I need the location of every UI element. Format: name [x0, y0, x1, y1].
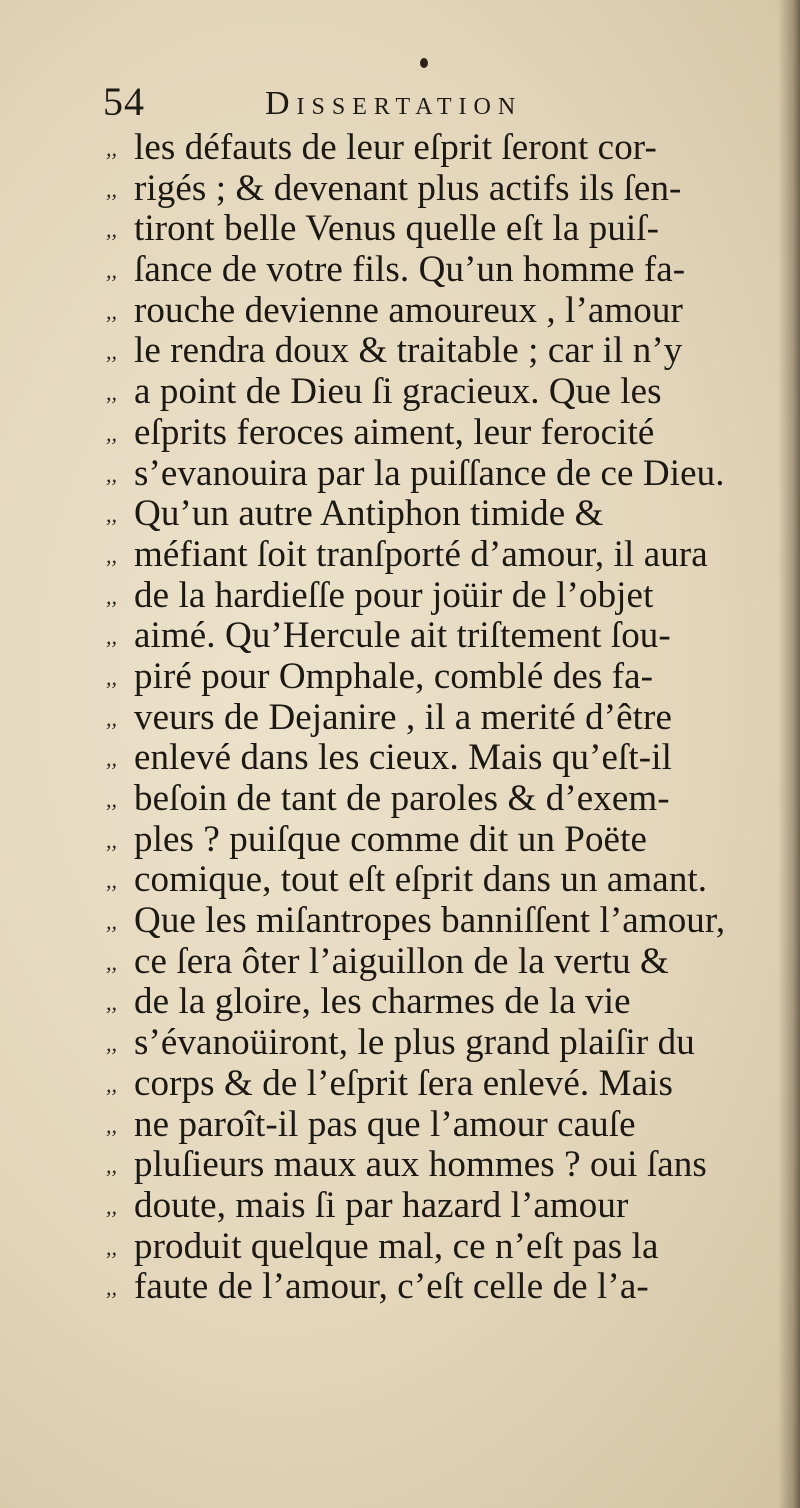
text-line — [106, 698, 790, 739]
quote-mark: ,, — [106, 1153, 117, 1179]
text-line — [106, 657, 790, 698]
running-title: Dissertation — [265, 85, 523, 122]
text-line — [106, 1105, 790, 1146]
page-header — [103, 78, 623, 126]
line-text: tiront belle Venus quelle eſt la puiſ- — [134, 208, 660, 250]
line-text: rouche devienne amoureux , l’amour — [134, 289, 683, 331]
quote-mark: ,, — [106, 298, 117, 324]
line-text: rigés ; & devenant plus actifs ils ſen- — [134, 167, 682, 209]
quote-mark: ,, — [106, 949, 117, 975]
quote-mark: ,, — [106, 420, 117, 446]
text-line — [106, 291, 790, 332]
text-line — [106, 250, 790, 291]
quote-mark: ,, — [106, 502, 117, 528]
quote-mark: ,, — [106, 909, 117, 935]
quote-mark: ,, — [106, 1031, 117, 1057]
ink-mark — [420, 58, 428, 68]
quote-mark: ,, — [106, 461, 117, 487]
line-text: Qu’un autre Antiphon timide & — [134, 493, 604, 535]
line-text: veurs de Dejanire , il a merité d’être — [134, 696, 672, 738]
line-text: ne paroît-il pas que l’amour cauſe — [134, 1103, 636, 1145]
text-line — [106, 413, 790, 454]
quote-mark: ,, — [106, 217, 117, 243]
quote-mark: ,, — [106, 258, 117, 284]
quote-mark: ,, — [106, 990, 117, 1016]
text-line — [106, 576, 790, 617]
body-text — [106, 128, 790, 1308]
text-line — [106, 616, 790, 657]
line-text: produit quelque mal, ce n’eſt pas la — [134, 1225, 659, 1267]
line-text: de la hardieſſe pour joüir de l’objet — [134, 574, 654, 616]
text-line — [106, 209, 790, 250]
line-text: aimé. Qu’Hercule ait triſtement ſou- — [134, 615, 671, 657]
line-text: faute de l’amour, c’eſt celle de l’a- — [134, 1266, 649, 1308]
text-line — [106, 1023, 790, 1064]
text-line — [106, 1064, 790, 1105]
line-text: eſprits feroces aiment, leur ferocité — [134, 411, 655, 453]
line-text: de la gloire, les charmes de la vie — [134, 981, 631, 1023]
text-line — [106, 942, 790, 983]
line-text: méfiant ſoit tranſporté d’amour, il aura — [134, 533, 708, 575]
text-line — [106, 331, 790, 372]
quote-mark: ,, — [106, 787, 117, 812]
page-number: 54 — [103, 79, 145, 124]
text-line — [106, 820, 790, 861]
line-text: les défauts de leur eſprit ſeront cor- — [134, 127, 657, 168]
text-line — [106, 738, 790, 779]
text-line — [106, 494, 790, 535]
text-line — [106, 982, 790, 1023]
quote-mark: ,, — [106, 746, 117, 772]
quote-mark: ,, — [106, 1071, 117, 1097]
line-text: enlevé dans les cieux. Mais qu’eſt-il — [134, 737, 672, 779]
text-line — [106, 1227, 790, 1268]
quote-mark: ,, — [106, 1193, 117, 1219]
quote-mark: ,, — [106, 542, 117, 568]
line-text: doute, mais ſi par hazard l’amour — [134, 1184, 629, 1226]
line-text: beſoin de tant de paroles & d’exem- — [134, 778, 670, 819]
quote-mark: ,, — [106, 705, 117, 731]
line-text: s’évanoüiront, le plus grand plaiſir du — [134, 1022, 695, 1064]
text-line — [106, 1186, 790, 1227]
text-line — [106, 535, 790, 576]
line-text: ples ? puiſque comme dit un Poëte — [134, 818, 647, 860]
text-line — [106, 779, 790, 820]
line-text: ce ſera ôter l’aiguillon de la vertu & — [134, 940, 669, 982]
quote-mark: ,, — [106, 1275, 117, 1301]
line-text: pluſieurs maux aux hommes ? oui ſans — [134, 1144, 707, 1186]
quote-mark: ,, — [106, 1234, 117, 1260]
quote-mark: ,, — [106, 624, 117, 650]
text-line — [106, 454, 790, 495]
line-text: piré pour Omphale, comblé des fa- — [134, 655, 654, 697]
quote-mark: ,, — [106, 827, 117, 853]
line-text: corps & de l’eſprit ſera enlevé. Mais — [134, 1062, 673, 1104]
quote-mark: ,, — [106, 583, 117, 609]
text-line — [106, 901, 790, 942]
line-text: ſance de votre fils. Qu’un homme fa- — [134, 249, 686, 291]
text-line — [106, 1145, 790, 1186]
text-line — [106, 1267, 790, 1308]
line-text: comique, tout eſt eſprit dans un amant. — [134, 859, 708, 901]
quote-mark: ,, — [106, 339, 117, 365]
text-line — [106, 128, 790, 169]
line-text: le rendra doux & traitable ; car il n’y — [134, 330, 683, 372]
quote-mark: ,, — [106, 1112, 117, 1138]
quote-mark: ,, — [106, 136, 117, 161]
text-line — [106, 860, 790, 901]
quote-mark: ,, — [106, 380, 117, 406]
quote-mark: ,, — [106, 664, 117, 690]
line-text: a point de Dieu ſi gracieux. Que les — [134, 371, 662, 413]
line-text: s’evanouira par la puiſſance de ce Dieu. — [134, 452, 725, 494]
text-line — [106, 169, 790, 210]
line-text: Que les miſantropes banniſſent l’amour, — [134, 900, 726, 942]
quote-mark: ,, — [106, 176, 117, 202]
quote-mark: ,, — [106, 868, 117, 894]
text-line — [106, 372, 790, 413]
